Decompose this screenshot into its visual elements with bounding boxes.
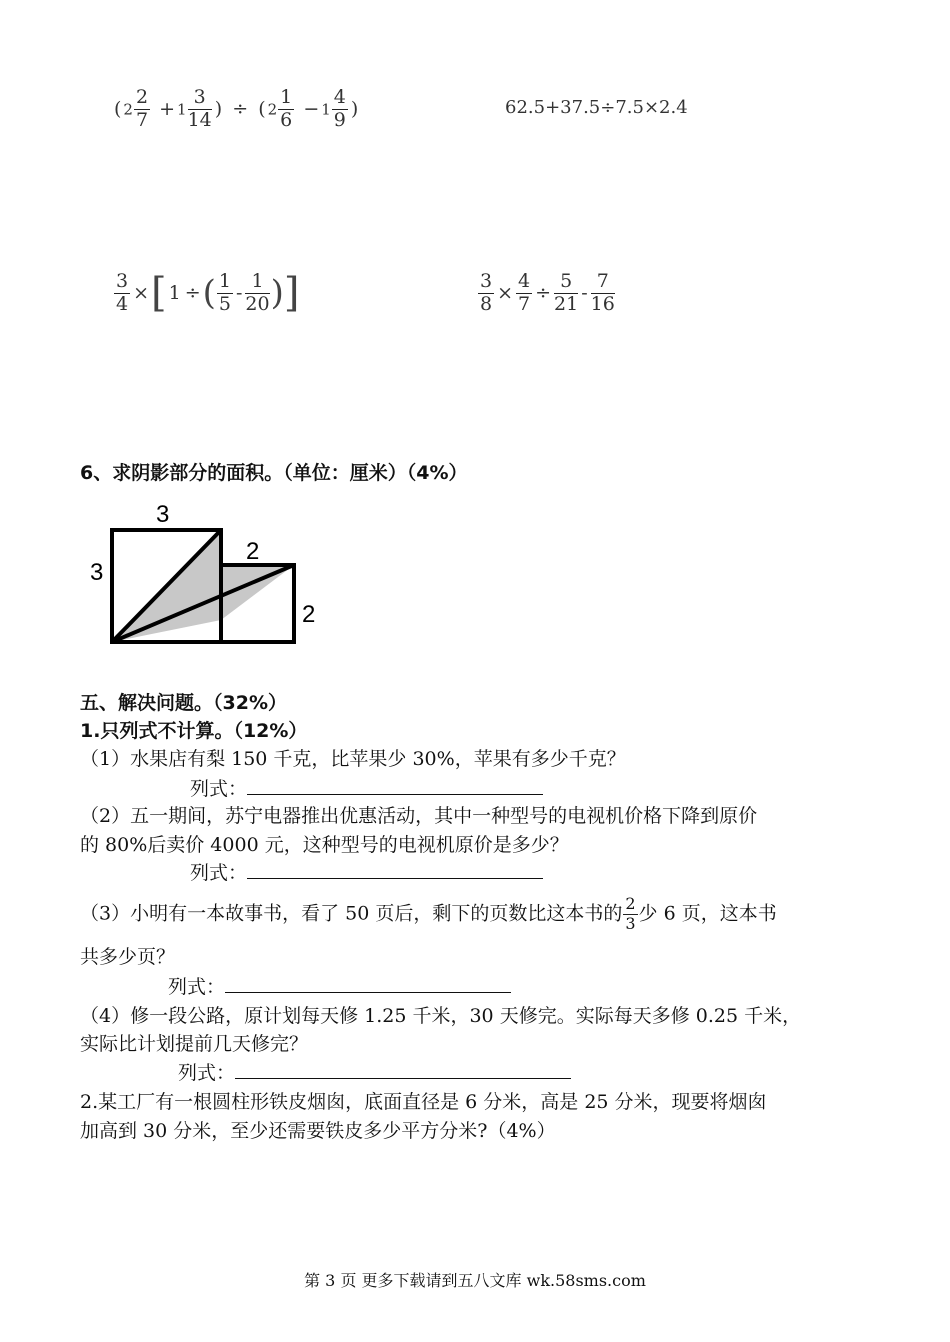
paren: ( xyxy=(202,273,216,313)
fraction xyxy=(554,272,578,315)
numerator: 7 xyxy=(591,272,615,294)
page-footer: 第 3 页 更多下载请到五八文库 wk.58sms.com xyxy=(304,1271,646,1290)
formula-line-2 xyxy=(190,858,543,888)
paren: ) xyxy=(270,273,284,313)
denominator: 9 xyxy=(333,108,346,131)
operator: ÷ xyxy=(535,282,552,305)
bracket: ] xyxy=(283,270,300,316)
fraction xyxy=(134,88,150,131)
problem-3-line-1 xyxy=(80,896,777,933)
number: 1 xyxy=(168,282,181,304)
answer-line[interactable] xyxy=(247,776,543,795)
paren: ( xyxy=(114,98,122,121)
fraction xyxy=(278,88,294,131)
operator: - xyxy=(581,282,588,305)
fraction xyxy=(478,272,494,315)
fraction xyxy=(188,88,212,131)
label-top: 3 xyxy=(156,501,170,528)
denominator: 8 xyxy=(480,292,493,315)
paren: ) xyxy=(350,98,359,121)
problem-4-line-2: 实际比计划提前几天修完？ xyxy=(80,1033,309,1055)
whole-number: 2 xyxy=(267,100,278,119)
shaded-area-figure xyxy=(84,496,334,656)
expression-2: 62.5+37.5÷7.5×2.4 xyxy=(505,97,688,118)
denominator: 7 xyxy=(135,108,149,131)
problem-4-line-1: （4）修一段公路，原计划每天修 1.25 千米，30 天修完。实际每天多修 0.25 千米， xyxy=(80,1005,802,1027)
problem-2-line-2: 的 80%后卖价 4000 元，这种型号的电视机原价是多少？ xyxy=(80,834,569,856)
fraction xyxy=(516,272,532,315)
formula-line-4 xyxy=(178,1058,571,1088)
numerator: 1 xyxy=(245,272,269,294)
expression-1 xyxy=(112,88,360,131)
fraction-two-thirds xyxy=(623,896,637,933)
label-right: 2 xyxy=(302,601,316,628)
operator: − xyxy=(303,98,320,121)
formula-label: 列式： xyxy=(190,862,248,884)
operator: ÷ xyxy=(184,282,201,304)
operator: × xyxy=(497,282,514,305)
expression-4 xyxy=(477,272,616,315)
numerator: 5 xyxy=(554,272,578,294)
operator: + xyxy=(159,98,176,121)
numerator: 2 xyxy=(135,86,149,108)
numerator: 4 xyxy=(518,270,531,292)
denominator: 7 xyxy=(518,292,531,315)
whole-number: 2 xyxy=(123,100,133,119)
numerator: 1 xyxy=(280,86,293,108)
numerator: 3 xyxy=(188,88,212,110)
formula-line-1 xyxy=(190,774,543,804)
question-2-line-2: 加高到 30 分米，至少还需要铁皮多少平方分米?（4%） xyxy=(80,1120,556,1142)
answer-line[interactable] xyxy=(247,860,543,879)
whole-number: 1 xyxy=(177,100,187,119)
paren: ( xyxy=(258,98,266,121)
formula-label: 列式： xyxy=(190,778,248,800)
section-6-title: 6、求阴影部分的面积。（单位：厘米）（4%） xyxy=(80,462,468,484)
problem-3-line-2: 共多少页？ xyxy=(80,946,176,968)
problem-2-line-1: （2）五一期间，苏宁电器推出优惠活动，其中一种型号的电视机价格下降到原价 xyxy=(80,805,758,827)
operator: - xyxy=(236,282,243,304)
whole-number: 1 xyxy=(321,100,331,119)
denominator: 14 xyxy=(187,108,212,131)
formula-label: 列式： xyxy=(178,1062,236,1084)
operator: ÷ xyxy=(232,98,249,121)
numerator: 2 xyxy=(625,894,636,913)
denominator: 3 xyxy=(625,913,636,933)
section-5-title: 五、解决问题。（32%） xyxy=(80,692,287,714)
problem-3-text-cont: 少 6 页，这本书 xyxy=(638,902,777,925)
fraction xyxy=(591,272,615,315)
answer-line[interactable] xyxy=(235,1060,571,1079)
label-mid: 2 xyxy=(246,538,260,565)
formula-label: 列式： xyxy=(168,976,226,998)
denominator: 5 xyxy=(218,292,231,315)
label-left: 3 xyxy=(90,559,104,586)
denominator: 6 xyxy=(280,108,293,131)
denominator: 20 xyxy=(245,292,270,315)
numerator: 1 xyxy=(218,269,231,292)
operator: × xyxy=(133,282,150,304)
expression-3 xyxy=(113,270,299,316)
fraction xyxy=(245,269,270,315)
denominator: 21 xyxy=(554,292,579,315)
problem-1: （1）水果店有梨 150 千克，比苹果少 30%，苹果有多少千克？ xyxy=(80,748,626,770)
fraction xyxy=(332,88,348,131)
numerator: 3 xyxy=(480,270,493,292)
paren: ) xyxy=(214,98,223,121)
denominator: 16 xyxy=(590,292,615,315)
bracket: [ xyxy=(151,270,167,316)
problem-3-text: （3）小明有一本故事书，看了 50 页后，剩下的页数比这本书的 xyxy=(80,902,623,925)
question-2-line-1: 2.某工厂有一根圆柱形铁皮烟囱，底面直径是 6 分米，高是 25 分米，现要将烟囱 xyxy=(80,1091,767,1113)
numerator: 3 xyxy=(116,269,129,292)
fraction xyxy=(217,269,233,315)
fraction xyxy=(114,269,130,315)
question-1-title: 1.只列式不计算。（12%） xyxy=(80,720,308,742)
numerator: 4 xyxy=(333,86,346,108)
denominator: 4 xyxy=(116,292,129,315)
answer-line[interactable] xyxy=(225,974,511,993)
formula-line-3 xyxy=(168,972,511,1002)
